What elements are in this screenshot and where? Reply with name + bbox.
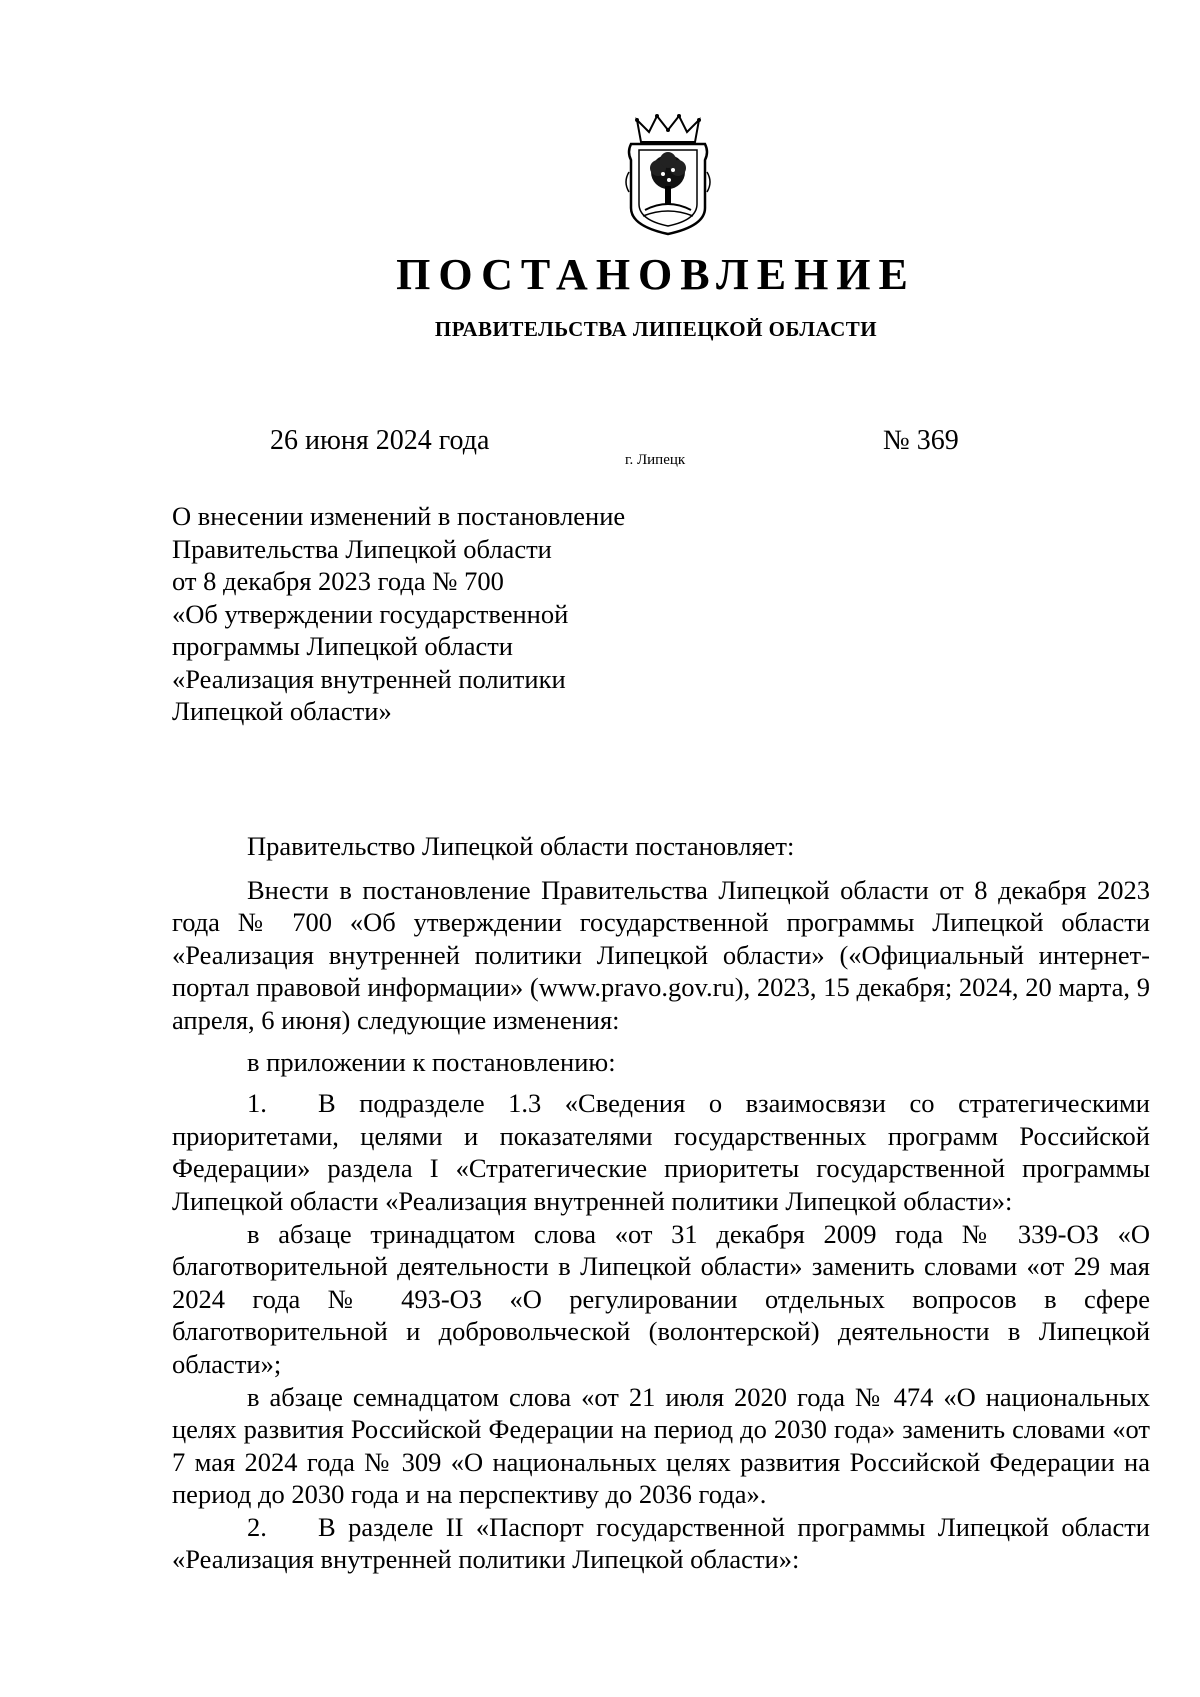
subject-line: О внесении изменений в постановление bbox=[172, 501, 626, 531]
item-number: 1. bbox=[247, 1088, 267, 1119]
coat-of-arms-icon bbox=[623, 112, 713, 237]
subject-line: Правительства Липецкой области bbox=[172, 533, 552, 564]
subject-line: Липецкой области» bbox=[172, 696, 392, 726]
document-body bbox=[172, 830, 1150, 1576]
body-paragraph: Внести в постановление Правительства Липецкой области от 8 декабря 2023 года № 700 «Об утверждении государственной программы Липецкой области «Реализация внутренней политики Липецкой области» («Официальный интернет-портал правовой информации» (www.pravo.gov.ru), 2023, 15 декабря; 2024, 20 марта, 9 апреля, 6 июня) следующие изменения: bbox=[172, 874, 1150, 1035]
subject-line: «Реализация внутренней политики bbox=[172, 663, 566, 694]
numbered-item-2 bbox=[172, 1511, 1150, 1576]
subject-line: от 8 декабря 2023 года № 700 bbox=[172, 566, 504, 596]
document-type-title: ПОСТАНОВЛЕНИЕ bbox=[396, 250, 916, 299]
subject-line: программы Липецкой области bbox=[172, 631, 513, 661]
item-text: В разделе II «Паспорт государственной программы Липецкой области «Реализация внутренней политики Липецкой области»: bbox=[172, 1511, 1150, 1575]
document-date: 26 июня 2024 года bbox=[270, 425, 490, 456]
document-subject bbox=[172, 500, 732, 728]
body-paragraph: в абзаце тринадцатом слова «от 31 декабря 2009 года № 339-ОЗ «О благотворительной деятельности в Липецкой области» заменить словами «от 29 мая 2024 года № 493-ОЗ «О регулировании отдельных вопросов в сфере благотворительной и добровольческой (волонтерской) деятельности в Липецкой области»; bbox=[172, 1218, 1150, 1379]
body-paragraph: в приложении к постановлению: bbox=[247, 1046, 616, 1077]
subject-line: «Об утверждении государственной bbox=[172, 598, 569, 629]
item-number: 2. bbox=[247, 1511, 267, 1542]
body-paragraph: в абзаце семнадцатом слова «от 21 июля 2020 года № 474 «О национальных целях развития Российской Федерации на период до 2030 года» заменить словами «от 7 мая 2024 года № 309 «О национальных целях развития Российской Федерации на период до 2030 года и на перспективу до 2036 года». bbox=[172, 1381, 1150, 1510]
document-number: № 369 bbox=[883, 425, 959, 456]
numbered-item-1 bbox=[172, 1087, 1150, 1217]
document-issuer: ПРАВИТЕЛЬСТВА ЛИПЕЦКОЙ ОБЛАСТИ bbox=[434, 317, 878, 341]
item-text: В подразделе 1.3 «Сведения о взаимосвязи со стратегическими приоритетами, целями и показателями государственных программ Российской Федерации» раздела I «Стратегические приоритеты государственной программы Липецкой области «Реализация внутренней политики Липецкой области»: bbox=[172, 1088, 1150, 1216]
body-intro: Правительство Липецкой области постановляет: bbox=[247, 831, 795, 861]
document-place: г. Липецк bbox=[625, 452, 686, 468]
